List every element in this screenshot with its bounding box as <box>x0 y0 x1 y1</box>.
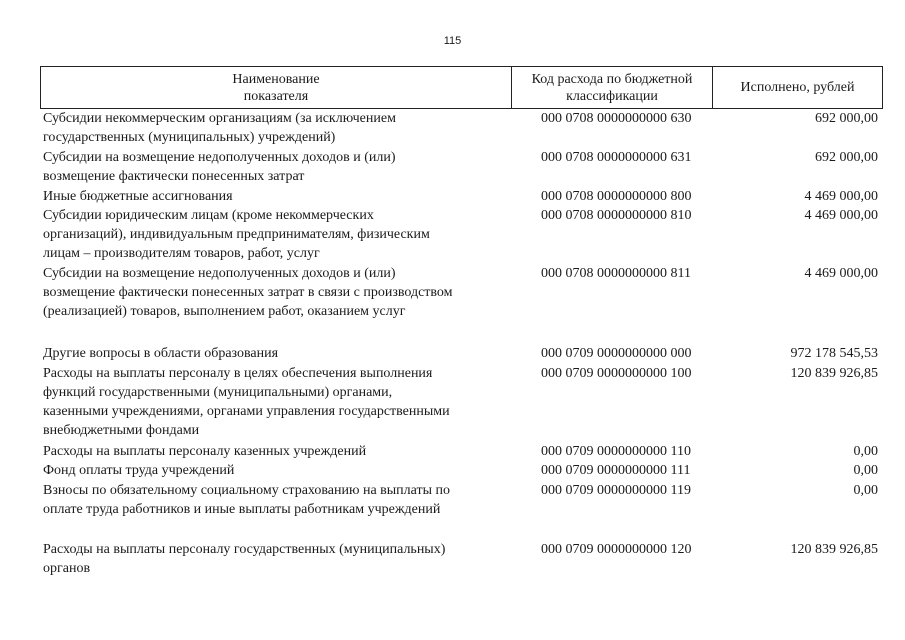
row-name: Субсидии юридическим лицам (кроме некоммерческих организаций), индивидуальным предпринимателям, физическим лицам – производителям товаров, работ, услуг <box>43 208 430 261</box>
row-code: 000 0708 0000000000 811 <box>541 266 691 281</box>
table-header <box>40 66 883 109</box>
row-code: 000 0708 0000000000 630 <box>541 111 692 126</box>
row-code: 000 0709 0000000000 000 <box>541 346 692 361</box>
header-indicator-name: Наименование показателя <box>41 67 512 108</box>
row-code: 000 0708 0000000000 631 <box>541 150 692 165</box>
row-name: Взносы по обязательному социальному страхованию на выплаты по оплате труда работников и иные выплаты работникам учреждений <box>43 483 451 517</box>
row-code: 000 0709 0000000000 111 <box>541 463 691 478</box>
row-code: 000 0708 0000000000 800 <box>541 189 692 204</box>
row-amount: 4 469 000,00 <box>804 208 878 223</box>
row-amount: 0,00 <box>853 444 878 459</box>
row-amount: 692 000,00 <box>815 150 878 165</box>
header-expense-code: Код расхода по бюджетной классификации <box>512 67 713 108</box>
row-amount: 120 839 926,85 <box>790 366 878 381</box>
row-name: Субсидии некоммерческим организациям (за исключением государственных (муниципальных) учреждений) <box>43 111 396 145</box>
row-name: Расходы на выплаты персоналу в целях обеспечения выполнения функций государственными (муниципальными) органами, казенными учреждениями, органами управления государственными внебюджетными фондами <box>43 366 450 438</box>
header-executed-amount: Исполнено, рублей <box>740 80 855 95</box>
row-code: 000 0708 0000000000 810 <box>541 208 692 223</box>
row-name: Другие вопросы в области образования <box>43 346 279 361</box>
row-amount: 0,00 <box>853 463 878 478</box>
row-code: 000 0709 0000000000 100 <box>541 366 692 381</box>
row-name: Расходы на выплаты персоналу государственных (муниципальных) органов <box>43 542 446 576</box>
row-name: Субсидии на возмещение недополученных доходов и (или) возмещение фактически понесенных затрат в связи с производством (реализацией) товаров, выполнением работ, оказанием услуг <box>43 266 453 319</box>
row-amount: 120 839 926,85 <box>790 542 878 557</box>
row-amount: 692 000,00 <box>815 111 878 126</box>
row-name: Иные бюджетные ассигнования <box>43 189 233 204</box>
row-amount: 4 469 000,00 <box>804 266 878 281</box>
row-amount: 4 469 000,00 <box>804 189 878 204</box>
page-number: 115 <box>443 35 462 47</box>
row-amount: 0,00 <box>853 483 878 498</box>
row-name: Фонд оплаты труда учреждений <box>43 463 235 478</box>
row-code: 000 0709 0000000000 119 <box>541 483 691 498</box>
row-amount: 972 178 545,53 <box>790 346 878 361</box>
row-code: 000 0709 0000000000 120 <box>541 542 692 557</box>
row-code: 000 0709 0000000000 110 <box>541 444 691 459</box>
row-name: Расходы на выплаты персоналу казенных учреждений <box>43 444 367 459</box>
row-name: Субсидии на возмещение недополученных доходов и (или) возмещение фактически понесенных затрат <box>43 150 396 184</box>
